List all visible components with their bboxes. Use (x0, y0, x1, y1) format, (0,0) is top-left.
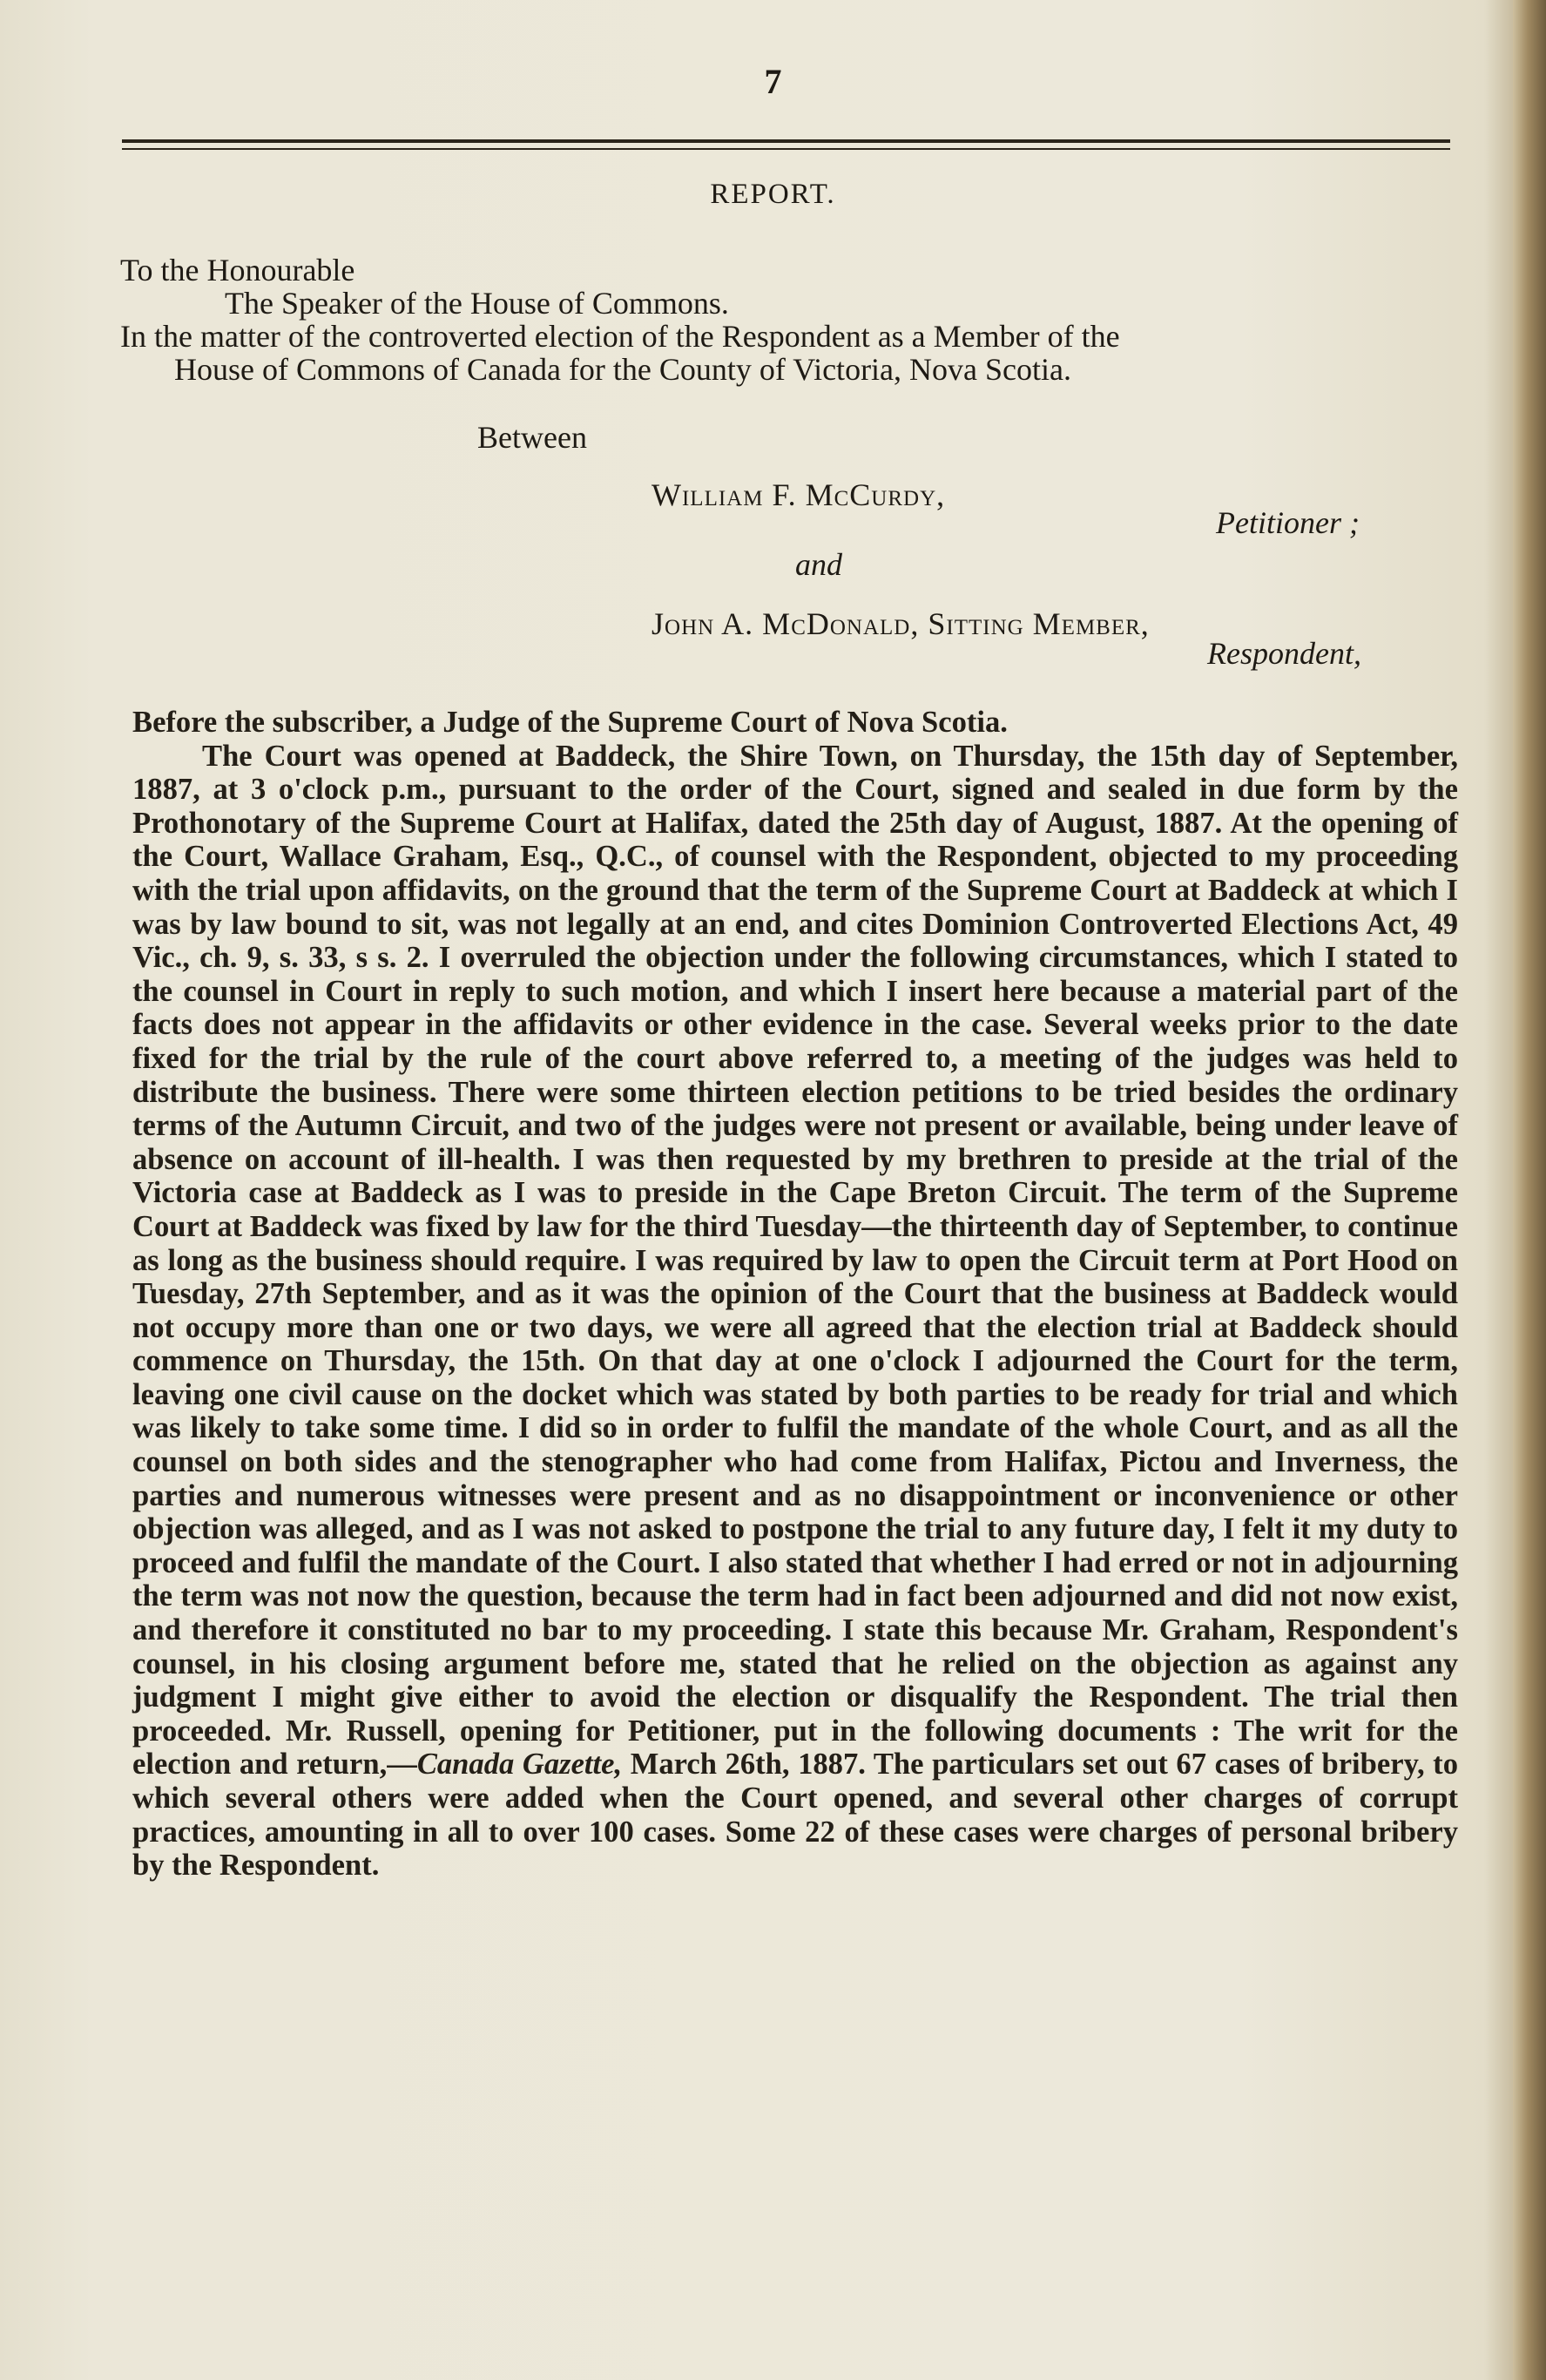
address-to: To the Honourable (120, 253, 355, 287)
matter-line-2: House of Commons of Canada for the County of Victoria, Nova Scotia. (174, 352, 1071, 387)
main-paragraph-end: March 26th, 1887. The particulars set out 67 cases of bribery, to which several others were added when the Court opened, and several other charges of corrupt practices, amounting in all to over 100 cases. Some 22 of these cases were charges of personal bribery by the Respondent. (132, 1748, 1458, 1883)
respondent-name: John A. McDonald, Sitting Member, (651, 606, 1150, 641)
and-label: and (795, 547, 842, 582)
report-title: REPORT. (710, 179, 836, 210)
respondent-role: Respondent, (1207, 636, 1361, 671)
header-rule-thin (122, 148, 1450, 150)
petitioner-role: Petitioner ; (1216, 505, 1360, 540)
main-paragraph (132, 740, 1458, 1883)
matter-line-1: In the matter of the controverted election of the Respondent as a Member of the (120, 319, 1120, 354)
between-label: Between (477, 420, 587, 455)
petitioner-name: William F. McCurdy, (651, 477, 946, 512)
gazette-title: Canada Gazette, (416, 1748, 623, 1782)
address-speaker: The Speaker of the House of Commons. (225, 286, 729, 321)
intro-paragraph: Before the subscriber, a Judge of the Supreme Court of Nova Scotia. (132, 706, 1008, 739)
report-body (132, 706, 1458, 1883)
header-rule-thick (122, 139, 1450, 143)
page-number: 7 (764, 62, 782, 101)
page-edge (1513, 0, 1546, 2380)
main-paragraph-text: The Court was opened at Baddeck, the Shire Town, on Thursday, the 15th day of September, 1887, at 3 o'clock p.m., pursuant to the order of the Court, signed and sealed in due form by the Prothonotary of the Supreme Court at Halifax, dated the 25th day of August, 1887. At the opening of the Court, Wallace Graham, Esq., Q.C., of counsel with the Respondent, objected to my proceeding with the trial upon affidavits, on the ground that the term of the Supreme Court at Baddeck at which I was by law bound to sit, was not legally at an end, and cites Dominion Controverted Elections Act, 49 Vic., ch. 9, s. 33, s s. 2. I overruled the objection under the following circumstances, which I stated to the counsel in Court in reply to such motion, and which I insert here because a material part of the facts does not appear in the affidavits or other evidence in the case. Several weeks prior to the date fixed for the trial by the rule of the court above referred to, a meeting of the judges was held to distribute the business. There were some thirteen election petitions to be tried besides the ordinary terms of the Autumn Circuit, and two of the judges were not present or available, being under leave of absence on account of ill-health. I was then requested by my brethren to preside at the trial of the Victoria case at Baddeck as I was to preside in the Cape Breton Circuit. The term of the Supreme Court at Baddeck was fixed by law for the third Tuesday—the thirteenth day of September, to continue as long as the business should require. I was required by law to open the Circuit term at Port Hood on Tuesday, 27th September, and as it was the opinion of the Court that the business at Baddeck would not occupy more than one or two days, we were all agreed that the election trial at Baddeck should commence on Thursday, the 15th. On that day at one o'clock I adjourned the Court for the term, leaving one civil cause on the docket which was stated by both parties to be ready for trial and which was likely to take some time. I did so in order to fulfil the mandate of the whole Court, and as all the counsel on both sides and the stenographer who had come from Halifax, Pictou and Inverness, the parties and numerous witnesses were present and as no disappointment or inconvenience or other objection was alleged, and as I was not asked to postpone the trial to any future day, I felt it my duty to proceed and fulfil the mandate of the Court. I also stated that whether I had erred or not in adjourning the term was not now the question, because the term had in fact been adjourned and did not now exist, and therefore it constituted no bar to my proceeding. I state this because Mr. Graham, Respondent's counsel, in his closing argument before me, stated that he relied on the objection as against any judgment I might give either to avoid the election or disqualify the Respondent. The trial then proceeded. Mr. Russell, opening for Petitioner, put in the following documents : The writ for the election and return,— (132, 739, 1458, 1782)
